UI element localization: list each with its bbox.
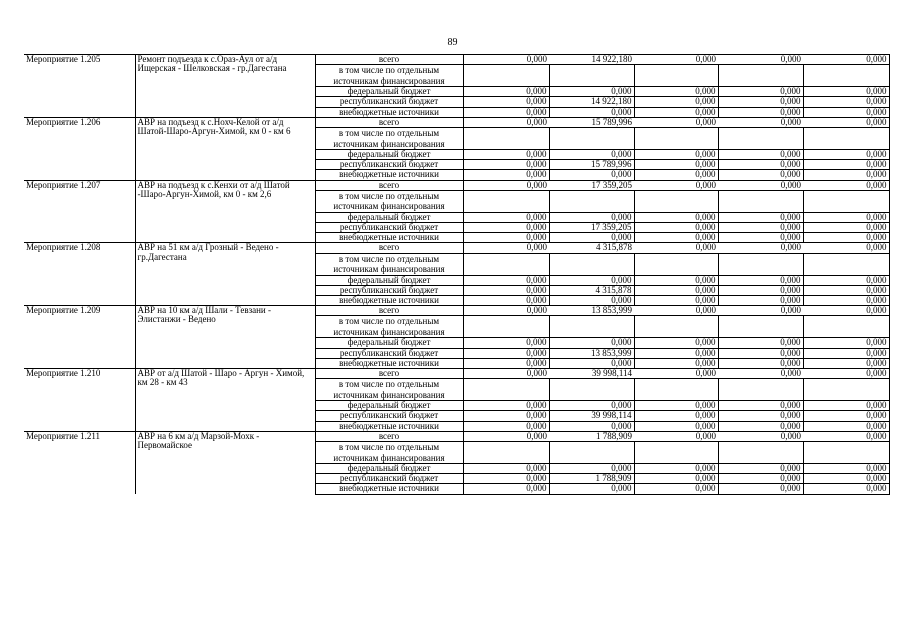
- amount-cell: 0,000: [463, 348, 549, 358]
- funding-source-label: в том числе по отдельным источникам финансирования: [315, 442, 463, 464]
- amount-cell: [463, 253, 549, 275]
- amount-cell: 0,000: [549, 212, 634, 222]
- amount-cell: 0,000: [463, 87, 549, 97]
- amount-cell: 0,000: [718, 170, 803, 180]
- amount-cell: 0,000: [463, 233, 549, 243]
- funding-source-label: в том числе по отдельным источникам финансирования: [315, 128, 463, 150]
- amount-cell: 0,000: [634, 160, 718, 170]
- amount-cell: 0,000: [718, 369, 803, 379]
- amount-cell: [549, 65, 634, 87]
- amount-cell: 0,000: [634, 117, 718, 127]
- amount-cell: 0,000: [463, 243, 549, 253]
- amount-cell: 0,000: [549, 107, 634, 117]
- measure-id: [24, 484, 135, 494]
- measure-description: Ремонт подъезда к с.Ораз-Аул от а/д Ищерская - Шелковская - гр.Дагестана: [135, 55, 315, 118]
- measure-id: [24, 253, 135, 275]
- amount-cell: 0,000: [549, 233, 634, 243]
- amount-cell: 0,000: [803, 180, 889, 190]
- amount-cell: [634, 442, 718, 464]
- amount-cell: [549, 379, 634, 401]
- amount-cell: 0,000: [463, 55, 549, 65]
- amount-cell: 0,000: [803, 484, 889, 494]
- amount-cell: 0,000: [718, 464, 803, 474]
- funding-source-label: федеральный бюджет: [315, 464, 463, 474]
- amount-cell: 0,000: [803, 296, 889, 306]
- amount-cell: 0,000: [549, 150, 634, 160]
- measure-id: [24, 379, 135, 401]
- amount-cell: 0,000: [634, 180, 718, 190]
- amount-cell: 0,000: [803, 223, 889, 233]
- funding-source-label: республиканский бюджет: [315, 97, 463, 107]
- amount-cell: [549, 253, 634, 275]
- amount-cell: 0,000: [803, 107, 889, 117]
- amount-cell: 0,000: [718, 296, 803, 306]
- amount-cell: 0,000: [718, 150, 803, 160]
- amount-cell: 0,000: [803, 97, 889, 107]
- amount-cell: 0,000: [549, 338, 634, 348]
- amount-cell: 0,000: [463, 97, 549, 107]
- amount-cell: 0,000: [718, 484, 803, 494]
- amount-cell: 0,000: [718, 223, 803, 233]
- amount-cell: [463, 128, 549, 150]
- amount-cell: [463, 316, 549, 338]
- funding-source-label: республиканский бюджет: [315, 160, 463, 170]
- funding-source-label: федеральный бюджет: [315, 401, 463, 411]
- funding-source-label: федеральный бюджет: [315, 87, 463, 97]
- amount-cell: 0,000: [463, 431, 549, 441]
- funding-source-label: республиканский бюджет: [315, 223, 463, 233]
- funding-source-label: всего: [315, 243, 463, 253]
- amount-cell: 0,000: [803, 243, 889, 253]
- measure-id: [24, 170, 135, 180]
- amount-cell: [718, 190, 803, 212]
- amount-cell: [549, 442, 634, 464]
- amount-cell: 0,000: [634, 411, 718, 421]
- amount-cell: 0,000: [718, 411, 803, 421]
- amount-cell: 0,000: [463, 170, 549, 180]
- amount-cell: 0,000: [463, 285, 549, 295]
- amount-cell: 0,000: [549, 484, 634, 494]
- measure-id: [24, 212, 135, 222]
- measure-id: [24, 338, 135, 348]
- amount-cell: [634, 253, 718, 275]
- measure-id: [24, 65, 135, 87]
- funding-source-label: внебюджетные источники: [315, 484, 463, 494]
- amount-cell: 0,000: [463, 421, 549, 431]
- amount-cell: 0,000: [463, 160, 549, 170]
- measure-description: АВР на подъезд к с.Нохч-Келой от а/д Шатой-Шаро-Аргун-Химой, км 0 - км 6: [135, 117, 315, 180]
- measure-id: [24, 223, 135, 233]
- amount-cell: 0,000: [463, 401, 549, 411]
- amount-cell: 4 315,878: [549, 243, 634, 253]
- amount-cell: 0,000: [634, 431, 718, 441]
- amount-cell: 0,000: [634, 233, 718, 243]
- amount-cell: 0,000: [634, 170, 718, 180]
- amount-cell: 0,000: [718, 55, 803, 65]
- amount-cell: [803, 379, 889, 401]
- measure-id: [24, 296, 135, 306]
- amount-cell: 0,000: [634, 285, 718, 295]
- amount-cell: 0,000: [634, 369, 718, 379]
- amount-cell: 0,000: [634, 484, 718, 494]
- amount-cell: [463, 190, 549, 212]
- amount-cell: 0,000: [549, 275, 634, 285]
- measure-row-total: [24, 243, 889, 253]
- funding-source-label: в том числе по отдельным источникам финансирования: [315, 190, 463, 212]
- amount-cell: [718, 316, 803, 338]
- amount-cell: 0,000: [803, 55, 889, 65]
- amount-cell: 0,000: [803, 87, 889, 97]
- amount-cell: 15 789,996: [549, 117, 634, 127]
- measure-id: Мероприятие 1.205: [24, 55, 135, 65]
- amount-cell: [718, 65, 803, 87]
- funding-source-label: республиканский бюджет: [315, 285, 463, 295]
- amount-cell: 0,000: [634, 401, 718, 411]
- amount-cell: 17 359,205: [549, 223, 634, 233]
- measure-id: [24, 401, 135, 411]
- table-body: [24, 55, 889, 495]
- measure-description: АВР на 51 км а/д Грозный - Ведено - гр.Дагестана: [135, 243, 315, 306]
- funding-source-label: федеральный бюджет: [315, 275, 463, 285]
- amount-cell: [549, 128, 634, 150]
- amount-cell: 0,000: [718, 87, 803, 97]
- amount-cell: 0,000: [718, 285, 803, 295]
- amount-cell: 0,000: [463, 464, 549, 474]
- amount-cell: 0,000: [549, 170, 634, 180]
- amount-cell: 0,000: [463, 180, 549, 190]
- measure-id: [24, 275, 135, 285]
- amount-cell: 0,000: [463, 411, 549, 421]
- amount-cell: 0,000: [718, 306, 803, 316]
- measure-row-total: [24, 55, 889, 65]
- funding-source-label: республиканский бюджет: [315, 411, 463, 421]
- amount-cell: 0,000: [549, 421, 634, 431]
- funding-source-label: федеральный бюджет: [315, 212, 463, 222]
- amount-cell: [634, 190, 718, 212]
- amount-cell: 0,000: [803, 117, 889, 127]
- amount-cell: 0,000: [718, 107, 803, 117]
- amount-cell: 0,000: [463, 306, 549, 316]
- funding-source-label: внебюджетные источники: [315, 233, 463, 243]
- amount-cell: 0,000: [803, 233, 889, 243]
- amount-cell: 0,000: [463, 296, 549, 306]
- amount-cell: [549, 316, 634, 338]
- page-number: 89: [447, 37, 458, 48]
- measure-description: АВР на 6 км а/д Марзой-Мохк - Первомайское: [135, 431, 315, 494]
- measure-row-total: [24, 431, 889, 441]
- funding-source-label: внебюджетные источники: [315, 421, 463, 431]
- amount-cell: 0,000: [463, 212, 549, 222]
- amount-cell: 0,000: [718, 338, 803, 348]
- amount-cell: 0,000: [634, 87, 718, 97]
- measure-id: [24, 128, 135, 150]
- amount-cell: 0,000: [718, 421, 803, 431]
- amount-cell: 0,000: [549, 358, 634, 368]
- amount-cell: 0,000: [634, 55, 718, 65]
- measure-id: [24, 285, 135, 295]
- amount-cell: [634, 316, 718, 338]
- funding-source-label: всего: [315, 306, 463, 316]
- amount-cell: 0,000: [803, 474, 889, 484]
- measure-id: Мероприятие 1.208: [24, 243, 135, 253]
- measure-description: АВР на 10 км а/д Шали - Тевзани - Элистанжи - Ведено: [135, 306, 315, 369]
- amount-cell: [718, 253, 803, 275]
- amount-cell: 0,000: [803, 401, 889, 411]
- amount-cell: 0,000: [463, 107, 549, 117]
- amount-cell: 0,000: [803, 421, 889, 431]
- amount-cell: [718, 128, 803, 150]
- amount-cell: 0,000: [803, 212, 889, 222]
- measure-row-total: [24, 369, 889, 379]
- amount-cell: 0,000: [549, 296, 634, 306]
- amount-cell: 0,000: [634, 275, 718, 285]
- amount-cell: 0,000: [463, 150, 549, 160]
- measure-id: [24, 348, 135, 358]
- amount-cell: [803, 190, 889, 212]
- measure-row-total: [24, 306, 889, 316]
- funding-source-label: всего: [315, 55, 463, 65]
- amount-cell: 14 922,180: [549, 97, 634, 107]
- amount-cell: 0,000: [718, 160, 803, 170]
- funding-source-label: всего: [315, 431, 463, 441]
- measure-id: Мероприятие 1.207: [24, 180, 135, 190]
- amount-cell: 0,000: [718, 275, 803, 285]
- amount-cell: [803, 65, 889, 87]
- amount-cell: [634, 65, 718, 87]
- amount-cell: 39 998,114: [549, 411, 634, 421]
- measure-row-total: [24, 117, 889, 127]
- amount-cell: 0,000: [634, 243, 718, 253]
- measure-id: [24, 411, 135, 421]
- funding-source-label: внебюджетные источники: [315, 358, 463, 368]
- funding-source-label: внебюджетные источники: [315, 296, 463, 306]
- amount-cell: 0,000: [463, 117, 549, 127]
- funding-source-label: внебюджетные источники: [315, 170, 463, 180]
- amount-cell: [718, 442, 803, 464]
- amount-cell: 39 998,114: [549, 369, 634, 379]
- amount-cell: 0,000: [718, 180, 803, 190]
- amount-cell: 0,000: [803, 431, 889, 441]
- amount-cell: [634, 379, 718, 401]
- measure-id: [24, 421, 135, 431]
- amount-cell: 0,000: [803, 464, 889, 474]
- measure-id: [24, 97, 135, 107]
- amount-cell: 0,000: [463, 369, 549, 379]
- measure-id: [24, 190, 135, 212]
- funding-source-label: всего: [315, 180, 463, 190]
- amount-cell: 0,000: [634, 474, 718, 484]
- amount-cell: 0,000: [634, 358, 718, 368]
- measure-id: Мероприятие 1.209: [24, 306, 135, 316]
- measure-id: [24, 316, 135, 338]
- amount-cell: [803, 316, 889, 338]
- measure-id: [24, 233, 135, 243]
- funding-source-label: в том числе по отдельным источникам финансирования: [315, 65, 463, 87]
- amount-cell: 0,000: [803, 150, 889, 160]
- amount-cell: 0,000: [549, 87, 634, 97]
- amount-cell: 14 922,180: [549, 55, 634, 65]
- amount-cell: 4 315,878: [549, 285, 634, 295]
- amount-cell: 0,000: [634, 306, 718, 316]
- amount-cell: 0,000: [634, 223, 718, 233]
- measure-id: [24, 442, 135, 464]
- amount-cell: 0,000: [803, 285, 889, 295]
- amount-cell: 0,000: [634, 464, 718, 474]
- funding-source-label: в том числе по отдельным источникам финансирования: [315, 316, 463, 338]
- amount-cell: [463, 65, 549, 87]
- measure-id: [24, 464, 135, 474]
- amount-cell: 0,000: [463, 474, 549, 484]
- measure-id: [24, 87, 135, 97]
- measure-description: АВР на подъезд к с.Кенхи от а/д Шатой -Шаро-Аргун-Химой, км 0 - км 2,6: [135, 180, 315, 243]
- measure-id: [24, 358, 135, 368]
- measure-row-total: [24, 180, 889, 190]
- amount-cell: 0,000: [463, 275, 549, 285]
- amount-cell: 0,000: [634, 338, 718, 348]
- amount-cell: 13 853,999: [549, 348, 634, 358]
- amount-cell: [549, 190, 634, 212]
- amount-cell: 0,000: [463, 484, 549, 494]
- measure-id: [24, 160, 135, 170]
- measure-description: АВР от а/д Шатой - Шаро - Аргун - Химой, км 28 - км 43: [135, 369, 315, 432]
- amount-cell: 0,000: [634, 97, 718, 107]
- amount-cell: 0,000: [634, 212, 718, 222]
- amount-cell: [463, 442, 549, 464]
- amount-cell: 0,000: [549, 401, 634, 411]
- amount-cell: 0,000: [718, 431, 803, 441]
- measure-id: [24, 150, 135, 160]
- amount-cell: 0,000: [634, 296, 718, 306]
- funding-source-label: в том числе по отдельным источникам финансирования: [315, 253, 463, 275]
- amount-cell: 0,000: [718, 212, 803, 222]
- amount-cell: 0,000: [634, 107, 718, 117]
- amount-cell: 0,000: [718, 117, 803, 127]
- funding-source-label: всего: [315, 117, 463, 127]
- amount-cell: 0,000: [803, 160, 889, 170]
- funding-source-label: республиканский бюджет: [315, 474, 463, 484]
- amount-cell: 0,000: [803, 358, 889, 368]
- amount-cell: 0,000: [463, 338, 549, 348]
- amount-cell: 0,000: [803, 306, 889, 316]
- amount-cell: 0,000: [463, 358, 549, 368]
- funding-source-label: республиканский бюджет: [315, 348, 463, 358]
- amount-cell: 17 359,205: [549, 180, 634, 190]
- budget-table: [24, 54, 890, 495]
- funding-source-label: федеральный бюджет: [315, 150, 463, 160]
- funding-source-label: федеральный бюджет: [315, 338, 463, 348]
- amount-cell: 0,000: [718, 97, 803, 107]
- measure-id: [24, 474, 135, 484]
- measure-id: Мероприятие 1.211: [24, 431, 135, 441]
- funding-source-label: внебюджетные источники: [315, 107, 463, 117]
- amount-cell: 0,000: [718, 474, 803, 484]
- measure-id: [24, 107, 135, 117]
- amount-cell: 0,000: [803, 411, 889, 421]
- amount-cell: 0,000: [803, 369, 889, 379]
- measure-id: Мероприятие 1.210: [24, 369, 135, 379]
- amount-cell: 1 788,909: [549, 431, 634, 441]
- amount-cell: 0,000: [463, 223, 549, 233]
- amount-cell: 0,000: [718, 233, 803, 243]
- amount-cell: 13 853,999: [549, 306, 634, 316]
- amount-cell: 1 788,909: [549, 474, 634, 484]
- amount-cell: 0,000: [718, 358, 803, 368]
- amount-cell: 0,000: [803, 170, 889, 180]
- funding-source-label: всего: [315, 369, 463, 379]
- amount-cell: 0,000: [718, 243, 803, 253]
- amount-cell: 0,000: [718, 348, 803, 358]
- amount-cell: [463, 379, 549, 401]
- measure-id: Мероприятие 1.206: [24, 117, 135, 127]
- amount-cell: 0,000: [634, 150, 718, 160]
- amount-cell: [634, 128, 718, 150]
- amount-cell: 0,000: [803, 348, 889, 358]
- amount-cell: 0,000: [803, 275, 889, 285]
- amount-cell: 0,000: [634, 421, 718, 431]
- amount-cell: 0,000: [803, 338, 889, 348]
- amount-cell: [803, 442, 889, 464]
- amount-cell: [803, 253, 889, 275]
- amount-cell: 0,000: [718, 401, 803, 411]
- amount-cell: 0,000: [549, 464, 634, 474]
- amount-cell: [803, 128, 889, 150]
- funding-source-label: в том числе по отдельным источникам финансирования: [315, 379, 463, 401]
- amount-cell: 15 789,996: [549, 160, 634, 170]
- amount-cell: [718, 379, 803, 401]
- amount-cell: 0,000: [634, 348, 718, 358]
